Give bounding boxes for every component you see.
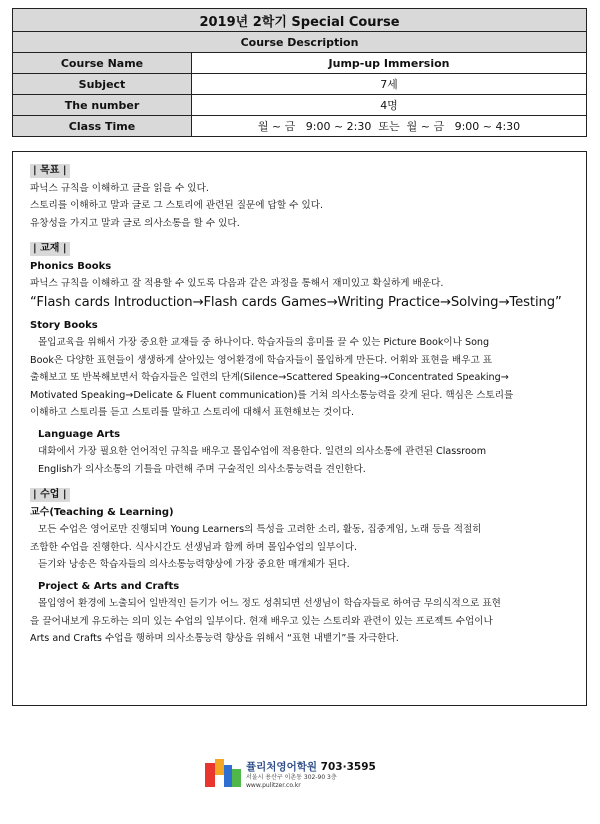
number-row [13,94,586,115]
course-table [12,8,587,137]
row-value: 월 ~ 금 9:00 ~ 2:30 또는 월 ~ 금 9:00 ~ 4:30 [257,120,521,133]
row-label: Class Time [13,116,192,136]
phonics-title: Phonics Books [30,260,112,272]
subject-row [13,73,586,94]
goals-heading: | 목표 | [30,164,70,178]
phonics-line: 파닉스 규칙을 이해하고 잘 적용할 수 있도록 다음과 같은 과정을 통해서 재미있고 확실하게 배운다. [30,278,444,289]
content-box [12,151,587,706]
academy-logo [205,759,241,787]
row-label: The number [13,95,192,115]
teaching-line: 듣기와 낭송은 학습자들의 의사소통능력향상에 가장 중요한 매개체가 된다. [38,559,350,570]
class-time-row [13,115,586,136]
course-title: 2019년 2학기 Special Course [13,9,586,31]
academy-website[interactable]: www.pulitzer.co.kr [246,782,301,789]
project-line: 몰입영어 환경에 노출되어 일반적인 듣기가 어느 정도 성취되면 선생님이 학습자들로 하여금 무의식적으로 표현 [38,598,501,609]
language-arts-title: Language Arts [38,428,121,440]
logo-block-blue [224,765,232,787]
logo-block-green [232,769,241,787]
academy-footer [205,759,376,790]
language-arts-line: English가 의사소통의 기틀을 마련해 주며 구술적인 의사소통능력을 견인한다. [38,463,366,475]
logo-block-red [205,763,215,787]
project-title: Project & Arts and Crafts [38,580,180,592]
row-value: 7세 [380,78,398,91]
project-line: 을 끌어내보게 유도하는 의미 있는 수업의 일부이다. 현재 배우고 있는 스토리와 관련이 있는 프로젝트 수업이나 [30,615,493,627]
story-line: 출해보고 또 반복해보면서 학습자들은 일련의 단계(Silence→Scattered Speaking→Concentrated Speaking→ [30,372,509,383]
language-arts-line: 대화에서 가장 필요한 언어적인 규칙을 배우고 몰입수업에 적용한다. 일련의 의사소통에 관련된 Classroom [38,446,487,457]
classes-heading: | 수업 | [30,488,70,502]
academy-phone: 703·3595 [320,761,376,773]
teaching-line: 조합한 수업을 진행한다. 식사시간도 선생님과 함께 하며 몰입수업의 일부이다. [30,541,358,553]
academy-info [246,759,376,790]
materials-heading: | 교재 | [30,242,70,256]
goal-line: 스토리를 이해하고 말과 글로 그 스토리에 관련된 질문에 답할 수 있다. [30,200,324,211]
academy-name-line [246,759,376,774]
course-name-row [13,52,586,73]
teaching-line: 모든 수업은 영어로만 진행되며 Young Learners의 특성을 고려한 소리, 활동, 집중게임, 노래 등을 적절히 [38,524,482,535]
story-line: 몰입교육을 위해서 가장 중요한 교재들 중 하나이다. 학습자들의 흥미를 끌 수 있는 Picture Book이나 Song [38,337,490,348]
academy-name: 퓰리처영어학원 [246,761,318,773]
academy-address: 서울시 용산구 이촌동 302-90 3층 [246,774,337,781]
course-sheet [12,8,587,706]
story-line: 이해하고 스토리를 듣고 스토리를 말하고 스토리에 대해서 표현해보는 것이다. [30,407,355,418]
phonics-flow: “Flash cards Introduction→Flash cards Games→Writing Practice→Solving→Testing” [30,294,562,310]
row-value: Jump-up Immersion [328,56,450,70]
teaching-title: 교수(Teaching & Learning) [30,506,174,518]
story-line: Motivated Speaking→Delicate & Fluent communication)를 거쳐 의사소통능력을 갖게 된다. 핵심은 스토리를 [30,389,514,401]
row-label: Subject [13,74,192,94]
row-label: Course Name [13,53,192,73]
logo-block-orange [215,759,224,775]
goal-line: 파닉스 규칙을 이해하고 글을 읽을 수 있다. [30,182,209,194]
project-line: Arts and Crafts 수업을 행하며 의사소통능력 향상을 위해서 “표현 내뱉기”를 자극한다. [30,633,399,644]
story-line: Book은 다양한 표현들이 생생하게 살아있는 영어환경에 학습자들이 몰입하게 만든다. 어휘와 표현을 배우고 표 [30,354,493,366]
goal-line: 유창성을 가지고 말과 글로 의사소통을 할 수 있다. [30,217,240,229]
story-title: Story Books [30,319,98,331]
course-description-label: Course Description [13,32,586,52]
row-value: 4명 [380,99,398,112]
